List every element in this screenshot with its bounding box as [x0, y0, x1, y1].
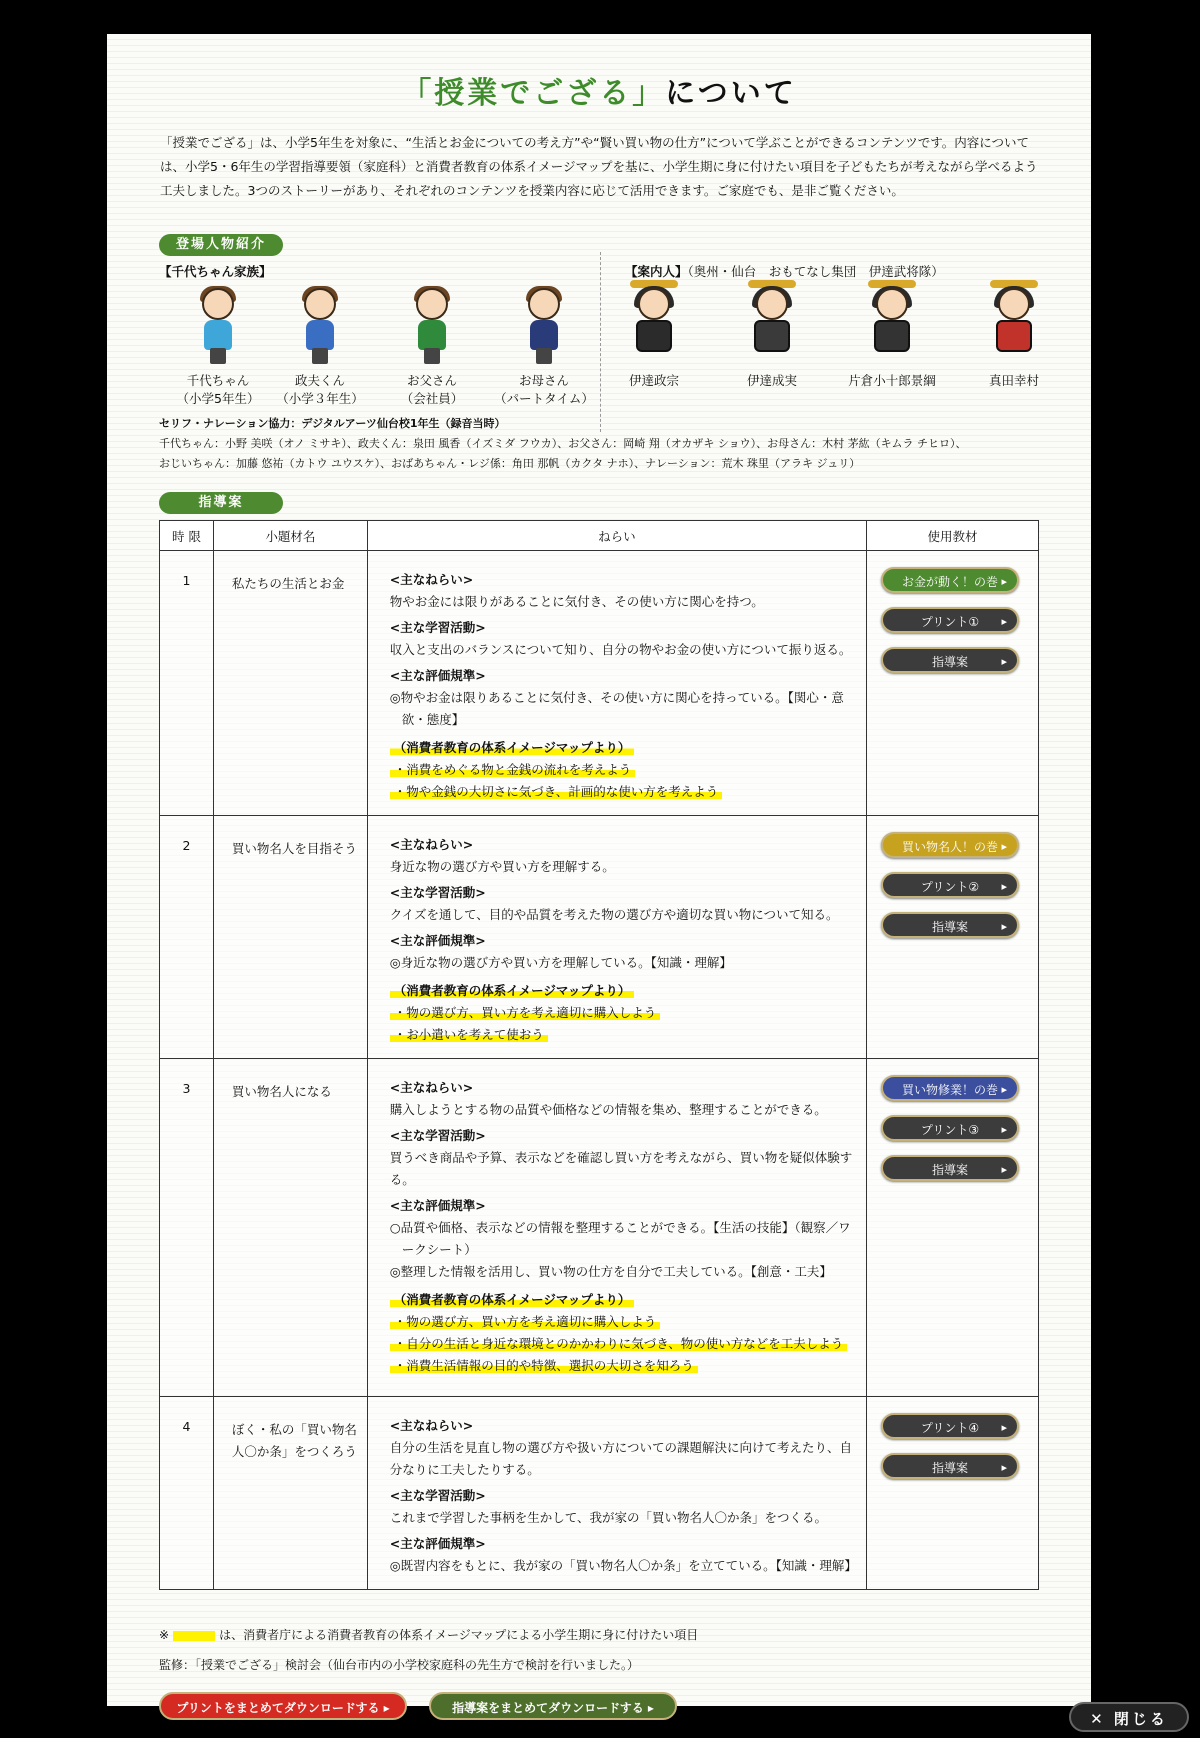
character-name: お母さん	[518, 373, 569, 388]
character-4	[489, 286, 599, 408]
supervision-text: 監修：「授業でござる」検討会（仙台市内の小学校家庭科の先生方で検討を行いました。）	[159, 1658, 640, 1672]
plan-button[interactable]: 指導案 ▸	[881, 647, 1019, 673]
boy-icon	[290, 286, 350, 366]
materials-cell	[867, 1059, 1039, 1397]
activity-text: 買うべき商品や予算、表示などを確認し買い方を考えながら、買い物を疑似体験する。	[389, 1150, 853, 1187]
table-header-row	[160, 521, 1039, 551]
father-icon	[402, 286, 462, 366]
topic-cell: ぼく・私の「買い物名人〇か条」をつくろう	[213, 1397, 367, 1590]
plan-button[interactable]: 指導案 ▸	[881, 1155, 1019, 1181]
materials-cell	[867, 551, 1039, 816]
map-item: ・消費をめぐる物と金銭の流れを考えよう	[390, 759, 856, 781]
samurai-icon	[862, 286, 922, 366]
character-role: （パートタイム）	[494, 391, 594, 406]
period-cell: 2	[160, 816, 214, 1059]
print-button[interactable]: プリント④ ▸	[881, 1413, 1019, 1439]
intro-text: 「授業でござる」は、小学5年生を対象に、“生活とお金についての考え方”や“賢い買い物の仕方”について学ぶことができるコンテンツです。内容については、小学5・6年生の学習指導要領（家庭科）と消費者教育の体系イメージマップを基に、小学生期に身に付けたい項目を子どもたちが考えながら学べるよう工夫しました。3つのストーリーがあり、それぞれのコンテンツを授業内容に応じて活用できます。ご家庭でも、是非ご覧ください。	[160, 135, 1038, 198]
header-aim: ねらい	[367, 521, 866, 551]
guide-name: 伊達政宗	[628, 373, 679, 388]
eval-heading: <主な評価規準>	[389, 1198, 486, 1213]
guides-label: 【案内人】（奥州・仙台 おもてなし集団 伊達武将隊）	[625, 264, 944, 279]
period-cell: 4	[160, 1397, 214, 1590]
guide-3	[837, 286, 947, 390]
header-period: 時 限	[160, 521, 214, 551]
activity-text: これまで学習した事柄を生かして、我が家の「買い物名人〇か条」をつくる。	[389, 1510, 827, 1525]
map-item: ・自分の生活と身近な環境とのかかわりに気づき、物の使い方などを工夫しよう	[390, 1333, 856, 1355]
episode-button[interactable]: 買い物修業！の巻 ▸	[881, 1075, 1019, 1101]
aim-text: 自分の生活を見直し物の選び方や扱い方についての課題解決に向けて考えたり、自分なりに工夫したりする。	[389, 1440, 852, 1477]
character-name: 政夫くん	[294, 373, 345, 388]
character-3	[377, 286, 487, 408]
map-heading: （消費者教育の体系イメージマップより）	[390, 980, 856, 1002]
eval-heading: <主な評価規準>	[389, 668, 486, 683]
eval-item: ○品質や価格、表示などの情報を整理することができる。【生活の技能】（観察／ワークシート）	[389, 1220, 851, 1257]
aim-heading: <主なねらい>	[389, 837, 474, 852]
aim-cell	[367, 551, 866, 816]
character-role: （会社員）	[400, 391, 464, 406]
table-row	[160, 1397, 1039, 1590]
guide-2	[717, 286, 827, 390]
character-1	[163, 286, 273, 408]
guide-1	[599, 286, 709, 390]
period-cell: 3	[160, 1059, 214, 1397]
header-materials: 使用教材	[867, 521, 1039, 551]
period-cell: 1	[160, 551, 214, 816]
table-row	[160, 551, 1039, 816]
character-role: （小学３年生）	[276, 391, 364, 406]
plan-heading: 指導案	[159, 492, 283, 514]
aim-heading: <主なねらい>	[389, 1080, 474, 1095]
highlight-note: ※ は、消費者庁による消費者教育の体系イメージマップによる小学生期に身に付けたい項目	[159, 1628, 699, 1642]
activity-heading: <主な学習活動>	[389, 1128, 486, 1143]
activity-heading: <主な学習活動>	[389, 620, 486, 635]
guide-name: 伊達成実	[746, 373, 797, 388]
mother-icon	[514, 286, 574, 366]
materials-cell	[867, 1397, 1039, 1590]
topic-cell: 買い物名人を目指そう	[213, 816, 367, 1059]
samurai-icon	[984, 286, 1044, 366]
guide-name: 片倉小十郎景綱	[848, 373, 936, 388]
map-item: ・物の選び方、買い方を考え適切に購入しよう	[390, 1311, 856, 1333]
map-item: ・物や金銭の大切さに気づき、計画的な使い方を考えよう	[390, 781, 856, 803]
episode-button[interactable]: 買い物名人！の巻 ▸	[881, 832, 1019, 858]
character-role: （小学5年生）	[176, 391, 260, 406]
table-row	[160, 816, 1039, 1059]
girl-icon	[188, 286, 248, 366]
guide-name: 真田幸村	[988, 373, 1039, 388]
download-prints-button[interactable]: プリントをまとめてダウンロードする ▸	[159, 1692, 407, 1720]
guide-4	[959, 286, 1069, 390]
map-heading: （消費者教育の体系イメージマップより）	[390, 1289, 856, 1311]
samurai-icon	[742, 286, 802, 366]
eval-item: ◎既習内容をもとに、我が家の「買い物名人〇か条」を立てている。【知識・理解】	[389, 1558, 857, 1573]
eval-item: ◎整理した情報を活用し、買い物の仕方を自分で工夫している。【創意・工夫】	[389, 1264, 832, 1279]
character-name: 千代ちゃん	[186, 373, 250, 388]
eval-heading: <主な評価規準>	[389, 933, 486, 948]
map-heading: （消費者教育の体系イメージマップより）	[390, 737, 856, 759]
activity-heading: <主な学習活動>	[389, 1488, 486, 1503]
activity-heading: <主な学習活動>	[389, 885, 486, 900]
print-button[interactable]: プリント① ▸	[881, 607, 1019, 633]
topic-cell: 買い物名人になる	[213, 1059, 367, 1397]
aim-cell	[367, 1397, 866, 1590]
close-button[interactable]: ✕ 閉じる	[1069, 1702, 1189, 1732]
map-item: ・お小遣いを考えて使おう	[390, 1024, 856, 1046]
episode-button[interactable]: お金が動く！の巻 ▸	[881, 567, 1019, 593]
page-title: 「授業でござる」について	[401, 76, 797, 111]
family-label: 【千代ちゃん家族】	[159, 264, 272, 279]
aim-heading: <主なねらい>	[389, 572, 474, 587]
eval-heading: <主な評価規準>	[389, 1536, 486, 1551]
materials-cell	[867, 816, 1039, 1059]
samurai-icon	[624, 286, 684, 366]
highlight-swatch	[173, 1631, 215, 1641]
eval-item: ◎物やお金は限りあることに気付き、その使い方に関心を持っている。【関心・意欲・態度】	[389, 690, 844, 727]
plan-button[interactable]: 指導案 ▸	[881, 1453, 1019, 1479]
print-button[interactable]: プリント② ▸	[881, 872, 1019, 898]
aim-cell	[367, 1059, 866, 1397]
plan-button[interactable]: 指導案 ▸	[881, 912, 1019, 938]
lesson-plan-table	[159, 520, 1039, 1590]
eval-item: ◎身近な物の選び方や買い方を理解している。【知識・理解】	[389, 955, 732, 970]
activity-text: 収入と支出のバランスについて知り、自分の物やお金の使い方について振り返る。	[389, 642, 852, 657]
table-row	[160, 1059, 1039, 1397]
aim-text: 購入しようとする物の品質や価格などの情報を集め、整理することができる。	[389, 1102, 827, 1117]
header-topic: 小題材名	[213, 521, 367, 551]
topic-cell: 私たちの生活とお金	[213, 551, 367, 816]
characters-heading: 登場人物紹介	[159, 234, 283, 256]
aim-text: 身近な物の選び方や買い方を理解する。	[389, 859, 615, 874]
aim-cell	[367, 816, 866, 1059]
aim-text: 物やお金には限りがあることに気付き、その使い方に関心を持つ。	[389, 594, 764, 609]
character-name: お父さん	[406, 373, 457, 388]
activity-text: クイズを通して、目的や品質を考えた物の選び方や適切な買い物について知る。	[389, 907, 839, 922]
map-item: ・消費生活情報の目的や特徴、選択の大切さを知ろう	[390, 1355, 856, 1377]
credits: セリフ・ナレーション協力：デジタルアーツ仙台校1年生（録音当時） 千代ちゃん：小野 美咲（オノ ミサキ）、政夫くん：泉田 風香（イズミダ フウカ）、お父さん：岡崎 翔（オカザキ ショウ）、お母さん：木村 茅紘（キムラ チヒロ）、 おじいちゃん：加藤 悠祐（カトウ ユウスケ）、おばあちゃん・レジ係：角田 那帆（カクタ ナホ）、ナレーション：荒木 珠里（アラキ ジュリ）	[159, 417, 967, 470]
aim-heading: <主なねらい>	[389, 1418, 474, 1433]
print-button[interactable]: プリント③ ▸	[881, 1115, 1019, 1141]
content-panel	[107, 34, 1168, 1728]
map-item: ・物の選び方、買い方を考え適切に購入しよう	[390, 1002, 856, 1024]
download-plans-button[interactable]: 指導案をまとめてダウンロードする ▸	[429, 1692, 677, 1720]
character-2	[265, 286, 375, 408]
